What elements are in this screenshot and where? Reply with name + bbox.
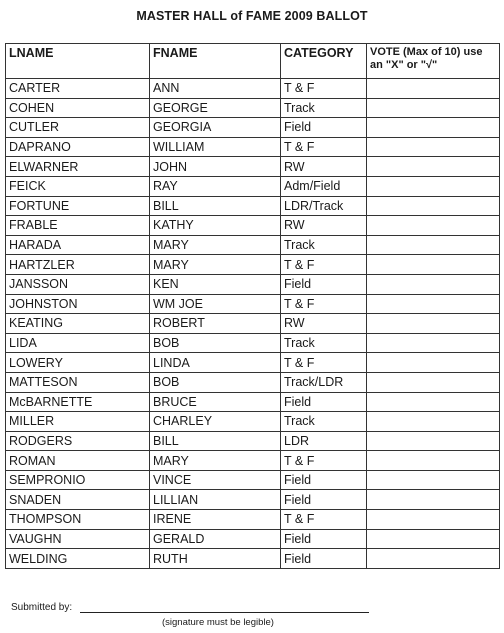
cell-fname: LINDA	[150, 353, 281, 373]
table-row	[6, 157, 500, 177]
cell-fname: CHARLEY	[150, 412, 281, 432]
table-row	[6, 176, 500, 196]
header-vote: VOTE (Max of 10) use an "X" or "√"	[367, 44, 500, 79]
table-row	[6, 98, 500, 118]
cell-lname: MATTESON	[6, 372, 150, 392]
cell-category: T & F	[281, 294, 367, 314]
cell-lname: HARADA	[6, 235, 150, 255]
cell-fname: WILLIAM	[150, 137, 281, 157]
table-row	[6, 451, 500, 471]
table-row	[6, 549, 500, 569]
signature-line[interactable]	[80, 612, 369, 613]
cell-category: T & F	[281, 451, 367, 471]
cell-category: Track	[281, 98, 367, 118]
table-row	[6, 431, 500, 451]
table-row	[6, 490, 500, 510]
cell-category: RW	[281, 314, 367, 334]
cell-category: Field	[281, 118, 367, 138]
cell-category: RW	[281, 157, 367, 177]
table-row	[6, 118, 500, 138]
cell-category: Field	[281, 529, 367, 549]
table-row	[6, 294, 500, 314]
cell-category: Field	[281, 549, 367, 569]
table-row	[6, 255, 500, 275]
cell-fname: JOHN	[150, 157, 281, 177]
vote-cell[interactable]	[367, 412, 500, 432]
table-header-row	[6, 44, 500, 79]
cell-fname: ANN	[150, 79, 281, 99]
cell-lname: HARTZLER	[6, 255, 150, 275]
cell-lname: FEICK	[6, 176, 150, 196]
cell-fname: ROBERT	[150, 314, 281, 334]
cell-fname: GERALD	[150, 529, 281, 549]
vote-cell[interactable]	[367, 98, 500, 118]
cell-category: T & F	[281, 510, 367, 530]
vote-cell[interactable]	[367, 255, 500, 275]
cell-fname: MARY	[150, 451, 281, 471]
vote-cell[interactable]	[367, 353, 500, 373]
cell-fname: BRUCE	[150, 392, 281, 412]
cell-lname: DAPRANO	[6, 137, 150, 157]
cell-lname: CARTER	[6, 79, 150, 99]
cell-fname: BILL	[150, 196, 281, 216]
cell-lname: FORTUNE	[6, 196, 150, 216]
vote-cell[interactable]	[367, 79, 500, 99]
cell-fname: BOB	[150, 372, 281, 392]
cell-lname: RODGERS	[6, 431, 150, 451]
cell-category: Track	[281, 333, 367, 353]
vote-cell[interactable]	[367, 196, 500, 216]
cell-lname: THOMPSON	[6, 510, 150, 530]
cell-fname: MARY	[150, 235, 281, 255]
table-row	[6, 137, 500, 157]
cell-category: T & F	[281, 79, 367, 99]
submitted-by-label: Submitted by:	[11, 602, 73, 613]
cell-lname: LIDA	[6, 333, 150, 353]
vote-cell[interactable]	[367, 392, 500, 412]
cell-fname: GEORGIA	[150, 118, 281, 138]
table-row	[6, 314, 500, 334]
vote-cell[interactable]	[367, 510, 500, 530]
table-row	[6, 470, 500, 490]
cell-lname: JANSSON	[6, 274, 150, 294]
table-row	[6, 216, 500, 236]
cell-lname: JOHNSTON	[6, 294, 150, 314]
cell-lname: WELDING	[6, 549, 150, 569]
cell-category: LDR	[281, 431, 367, 451]
vote-cell[interactable]	[367, 235, 500, 255]
cell-fname: BOB	[150, 333, 281, 353]
cell-category: RW	[281, 216, 367, 236]
vote-cell[interactable]	[367, 451, 500, 471]
cell-fname: KATHY	[150, 216, 281, 236]
cell-lname: KEATING	[6, 314, 150, 334]
vote-cell[interactable]	[367, 137, 500, 157]
table-row	[6, 196, 500, 216]
cell-category: T & F	[281, 353, 367, 373]
vote-cell[interactable]	[367, 118, 500, 138]
cell-fname: RAY	[150, 176, 281, 196]
cell-category: Field	[281, 274, 367, 294]
vote-cell[interactable]	[367, 549, 500, 569]
table-row	[6, 412, 500, 432]
cell-lname: COHEN	[6, 98, 150, 118]
cell-fname: GEORGE	[150, 98, 281, 118]
vote-cell[interactable]	[367, 490, 500, 510]
table-row	[6, 274, 500, 294]
header-lname: LNAME	[6, 44, 150, 79]
cell-fname: MARY	[150, 255, 281, 275]
cell-category: Field	[281, 490, 367, 510]
table-row	[6, 392, 500, 412]
cell-lname: ELWARNER	[6, 157, 150, 177]
cell-category: Track/LDR	[281, 372, 367, 392]
cell-category: T & F	[281, 255, 367, 275]
table-row	[6, 79, 500, 99]
cell-category: Adm/Field	[281, 176, 367, 196]
cell-fname: VINCE	[150, 470, 281, 490]
cell-lname: VAUGHN	[6, 529, 150, 549]
header-category: CATEGORY	[281, 44, 367, 79]
ballot-title: MASTER HALL of FAME 2009 BALLOT	[136, 9, 368, 23]
vote-cell[interactable]	[367, 294, 500, 314]
cell-category: Track	[281, 412, 367, 432]
vote-cell[interactable]	[367, 314, 500, 334]
table-row	[6, 353, 500, 373]
vote-cell[interactable]	[367, 274, 500, 294]
cell-lname: MILLER	[6, 412, 150, 432]
table-row	[6, 529, 500, 549]
ballot-rows	[6, 79, 500, 569]
header-fname: FNAME	[150, 44, 281, 79]
cell-fname: WM JOE	[150, 294, 281, 314]
cell-fname: IRENE	[150, 510, 281, 530]
cell-fname: BILL	[150, 431, 281, 451]
cell-lname: CUTLER	[6, 118, 150, 138]
cell-fname: KEN	[150, 274, 281, 294]
vote-cell[interactable]	[367, 157, 500, 177]
cell-fname: LILLIAN	[150, 490, 281, 510]
cell-category: LDR/Track	[281, 196, 367, 216]
cell-lname: FRABLE	[6, 216, 150, 236]
cell-category: T & F	[281, 137, 367, 157]
cell-lname: McBARNETTE	[6, 392, 150, 412]
vote-cell[interactable]	[367, 470, 500, 490]
cell-lname: SEMPRONIO	[6, 470, 150, 490]
cell-fname: RUTH	[150, 549, 281, 569]
cell-category: Track	[281, 235, 367, 255]
cell-lname: SNADEN	[6, 490, 150, 510]
table-row	[6, 235, 500, 255]
ballot-table	[5, 43, 500, 569]
vote-cell[interactable]	[367, 529, 500, 549]
vote-cell[interactable]	[367, 333, 500, 353]
vote-cell[interactable]	[367, 176, 500, 196]
vote-cell[interactable]	[367, 431, 500, 451]
table-row	[6, 372, 500, 392]
cell-lname: LOWERY	[6, 353, 150, 373]
table-row	[6, 510, 500, 530]
table-row	[6, 333, 500, 353]
cell-category: Field	[281, 470, 367, 490]
vote-cell[interactable]	[367, 216, 500, 236]
vote-cell[interactable]	[367, 372, 500, 392]
signature-note: (signature must be legible)	[162, 617, 274, 628]
cell-category: Field	[281, 392, 367, 412]
cell-lname: ROMAN	[6, 451, 150, 471]
